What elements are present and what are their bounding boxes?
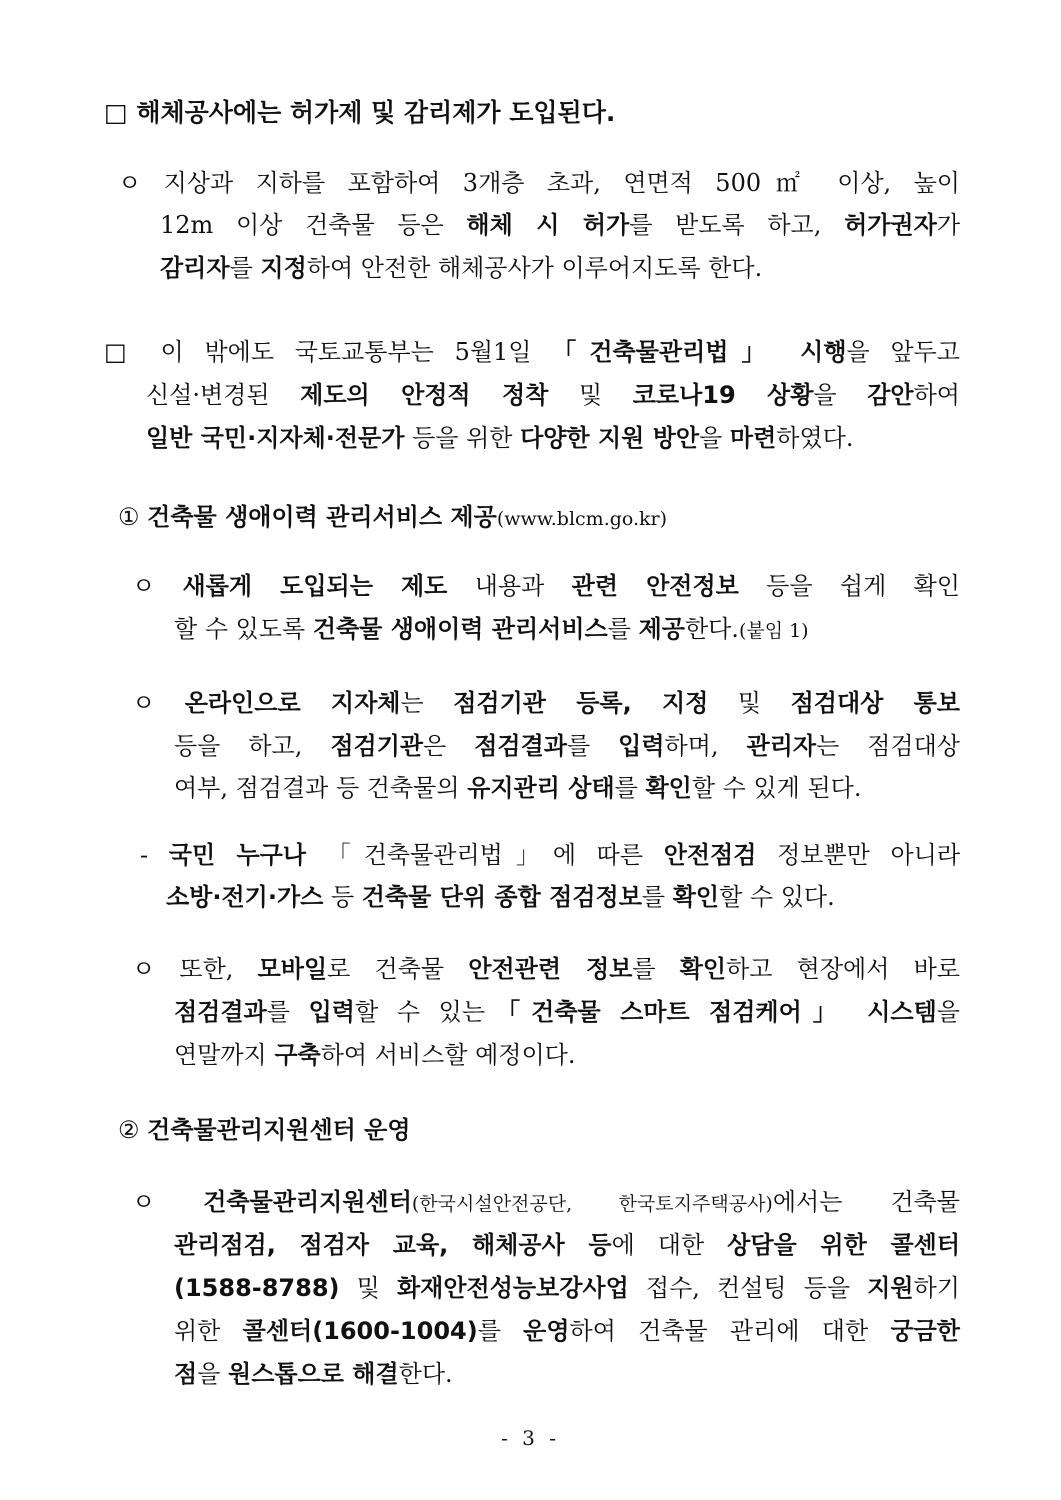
text: 및 — [339, 1274, 397, 1302]
text-bold: 소방·전기·가스 — [166, 883, 324, 911]
text-bold: 건축물 단위 종합 점검정보 — [361, 883, 642, 911]
text-bold: 코로나19 상황 — [632, 381, 814, 409]
text: 을 앞두고 — [846, 338, 960, 366]
paragraph-line — [166, 882, 835, 912]
paragraph-line — [174, 731, 960, 761]
text: 를 — [641, 883, 673, 911]
text-bold: 운영 — [523, 1317, 570, 1345]
paragraph-line — [160, 253, 762, 283]
text: 로 건축물 — [327, 955, 469, 983]
text-bold: 제도의 안정적 정착 — [300, 381, 549, 409]
paragraph-line — [174, 1040, 575, 1070]
text: 여부, 점검결과 등 건축물의 — [174, 774, 468, 802]
paragraph-line — [132, 1187, 960, 1219]
text: 는 점검대상 — [816, 732, 960, 760]
text: 위한 — [174, 1317, 243, 1345]
paragraph-line — [132, 571, 960, 601]
text: 하여 안전한 해체공사가 이루어지도록 한다. — [306, 254, 763, 282]
text: ㅇ — [132, 1188, 204, 1216]
text-bold: 점검결과 — [474, 732, 567, 760]
text: 신설·변경된 — [146, 381, 301, 409]
paragraph-line — [104, 337, 960, 367]
text: 등 — [323, 883, 362, 911]
text: 하며, — [664, 732, 747, 760]
paragraph-line — [174, 997, 960, 1027]
text-bold: 감리자 — [160, 254, 230, 282]
text: 을 — [197, 1360, 229, 1388]
text-bold: 지정 — [260, 254, 307, 282]
paragraph-line — [174, 1230, 960, 1260]
text: 하여 — [913, 381, 960, 409]
paragraph-line — [174, 1359, 453, 1389]
text-bold: 제공 — [638, 615, 685, 643]
paragraph-line — [146, 380, 960, 410]
text: 를 — [266, 998, 309, 1026]
text: 에 대한 — [611, 1231, 728, 1259]
text-bold: 안전점검 — [663, 841, 757, 869]
attachment-note: (붙임 1) — [738, 620, 809, 642]
text: 연말까지 — [174, 1041, 275, 1069]
text: 할 수 있도록 — [174, 615, 313, 643]
text-bold: 일반 국민·지자체·전문가 — [146, 424, 405, 452]
text-bold: 지원 — [867, 1274, 914, 1302]
text: 를 받도록 하고, — [629, 211, 845, 239]
text-bold: 모바일 — [257, 955, 328, 983]
item-number: ① — [118, 503, 148, 531]
text: □ 이 밖에도 국토교통부는 5월1일 — [104, 338, 553, 366]
text: 는 — [400, 689, 454, 717]
text-bold: 마련 — [729, 424, 777, 452]
text-bold: 점검결과 — [174, 998, 267, 1026]
item-heading-support-center — [118, 1115, 411, 1145]
text: ㅇ 또한, — [132, 955, 258, 983]
text-bold: 국민 누구나 — [168, 841, 307, 869]
text: 하기 — [913, 1274, 960, 1302]
text-bold: 관리자 — [746, 732, 817, 760]
text-bold: 해체 시 허가 — [466, 211, 630, 239]
text-bold: 「건축물관리법」 시행 — [552, 338, 847, 366]
text: 등을 쉽게 확인 — [738, 572, 960, 600]
text: 및 — [548, 381, 633, 409]
text: - — [140, 841, 169, 869]
text: 을 — [936, 998, 960, 1026]
text: 내용과 — [447, 572, 572, 600]
text-bold: 건축물 생애이력 관리서비스 — [312, 615, 608, 643]
paragraph-line: ㅇ 지상과 지하를 포함하여 3개층 초과, 연면적 500㎡ 이상, 높이 — [118, 169, 960, 197]
text: 하여 건축물 관리에 대한 — [569, 1317, 891, 1345]
text: 를 — [607, 615, 639, 643]
text: 를 — [632, 955, 680, 983]
text: ㅇ — [132, 572, 183, 600]
text: 한다. — [684, 615, 739, 643]
text-bold: 유지관리 상태 — [467, 774, 615, 802]
text-bold: 확인 — [672, 883, 720, 911]
text-bold: 상담을 위한 콜센터 — [727, 1231, 961, 1259]
paragraph-line — [174, 773, 861, 803]
text-bold: 화재안전성능보강사업 — [396, 1274, 629, 1302]
text: 12m 이상 건축물 등은 — [160, 211, 467, 239]
text: 를 — [477, 1317, 524, 1345]
text-bold: 점검기관 등록, 지정 — [453, 689, 709, 717]
item-heading-lifecycle-service — [118, 502, 667, 534]
text: 「건축물관리법」에 따른 — [306, 841, 664, 869]
text-bold: 구축 — [274, 1041, 321, 1069]
paragraph-line — [140, 840, 960, 870]
text: 가 — [936, 211, 960, 239]
section-heading-demolition: □ 해체공사에는 허가제 및 감리제가 도입된다. — [104, 98, 616, 127]
text-bold: 「건축물 스마트 점검케어」 — [485, 998, 848, 1026]
paragraph-line — [132, 688, 960, 718]
text-bold: 다양한 지원 방안 — [520, 424, 700, 452]
text: 하였다. — [776, 424, 854, 452]
text-bold: 확인 — [679, 955, 727, 983]
paragraph-line — [174, 614, 809, 646]
text: 접수, 컨설팅 등을 — [628, 1274, 868, 1302]
text: 를 — [567, 732, 619, 760]
text: 에서는 건축물 — [772, 1188, 960, 1216]
item-number: ② — [118, 1116, 148, 1144]
text: 은 — [423, 732, 475, 760]
text-bold: 관련 안전정보 — [571, 572, 739, 600]
text: 한다. — [398, 1360, 453, 1388]
text-bold: 궁금한 — [890, 1317, 960, 1345]
text-bold: 점 — [174, 1360, 198, 1388]
text-bold: 점검대상 통보 — [790, 689, 960, 717]
text: 할 수 있게 된다. — [691, 774, 862, 802]
text-bold: 허가권자 — [844, 211, 937, 239]
text: 할 수 있다. — [719, 883, 835, 911]
text-bold: 확인 — [645, 774, 692, 802]
text-bold: 관리점검, 점검자 교육, 해체공사 등 — [174, 1231, 612, 1259]
text: 를 — [614, 774, 646, 802]
paragraph-line — [174, 1316, 960, 1346]
text: 을 — [699, 424, 730, 452]
text-bold: 입력 — [308, 998, 355, 1026]
text-bold: 입력 — [618, 732, 665, 760]
text: 하고 현장에서 바로 — [726, 955, 960, 983]
text: 정보뿐만 아니라 — [756, 841, 961, 869]
organization-note: (한국시설안전공단, 한국토지주택공사) — [411, 1193, 773, 1215]
text: 를 — [229, 254, 261, 282]
text-bold: 건축물관리지원센터 운영 — [147, 1116, 411, 1144]
text: 등을 하고, — [174, 732, 331, 760]
text: 등을 위한 — [404, 424, 521, 452]
text: 을 — [813, 381, 868, 409]
phone-number: 콜센터(1600-1004) — [242, 1317, 478, 1345]
page-number: - 3 - — [501, 1426, 560, 1450]
text: ㅇ — [132, 689, 185, 717]
text-bold: 건축물 생애이력 관리서비스 제공 — [147, 503, 497, 531]
paragraph-line — [160, 210, 960, 240]
website-url: (www.blcm.go.kr) — [496, 508, 668, 530]
paragraph-line — [132, 954, 960, 984]
paragraph-line — [146, 423, 853, 453]
text-bold: 새롭게 도입되는 제도 — [182, 572, 448, 600]
text: 하여 서비스할 예정이다. — [320, 1041, 576, 1069]
text-bold: 온라인으로 지자체 — [184, 689, 401, 717]
text-bold: 건축물관리지원센터 — [203, 1188, 412, 1216]
paragraph-line — [174, 1273, 960, 1303]
text-bold: 안전관련 정보 — [468, 955, 633, 983]
text: 및 — [708, 689, 791, 717]
text-bold: 점검기관 — [330, 732, 424, 760]
text-bold: 원스톱으로 해결 — [228, 1360, 399, 1388]
text-bold: 시스템 — [847, 998, 937, 1026]
phone-number: (1588-8788) — [174, 1274, 340, 1302]
text: 할 수 있는 — [354, 998, 486, 1026]
text-bold: 감안 — [867, 381, 914, 409]
